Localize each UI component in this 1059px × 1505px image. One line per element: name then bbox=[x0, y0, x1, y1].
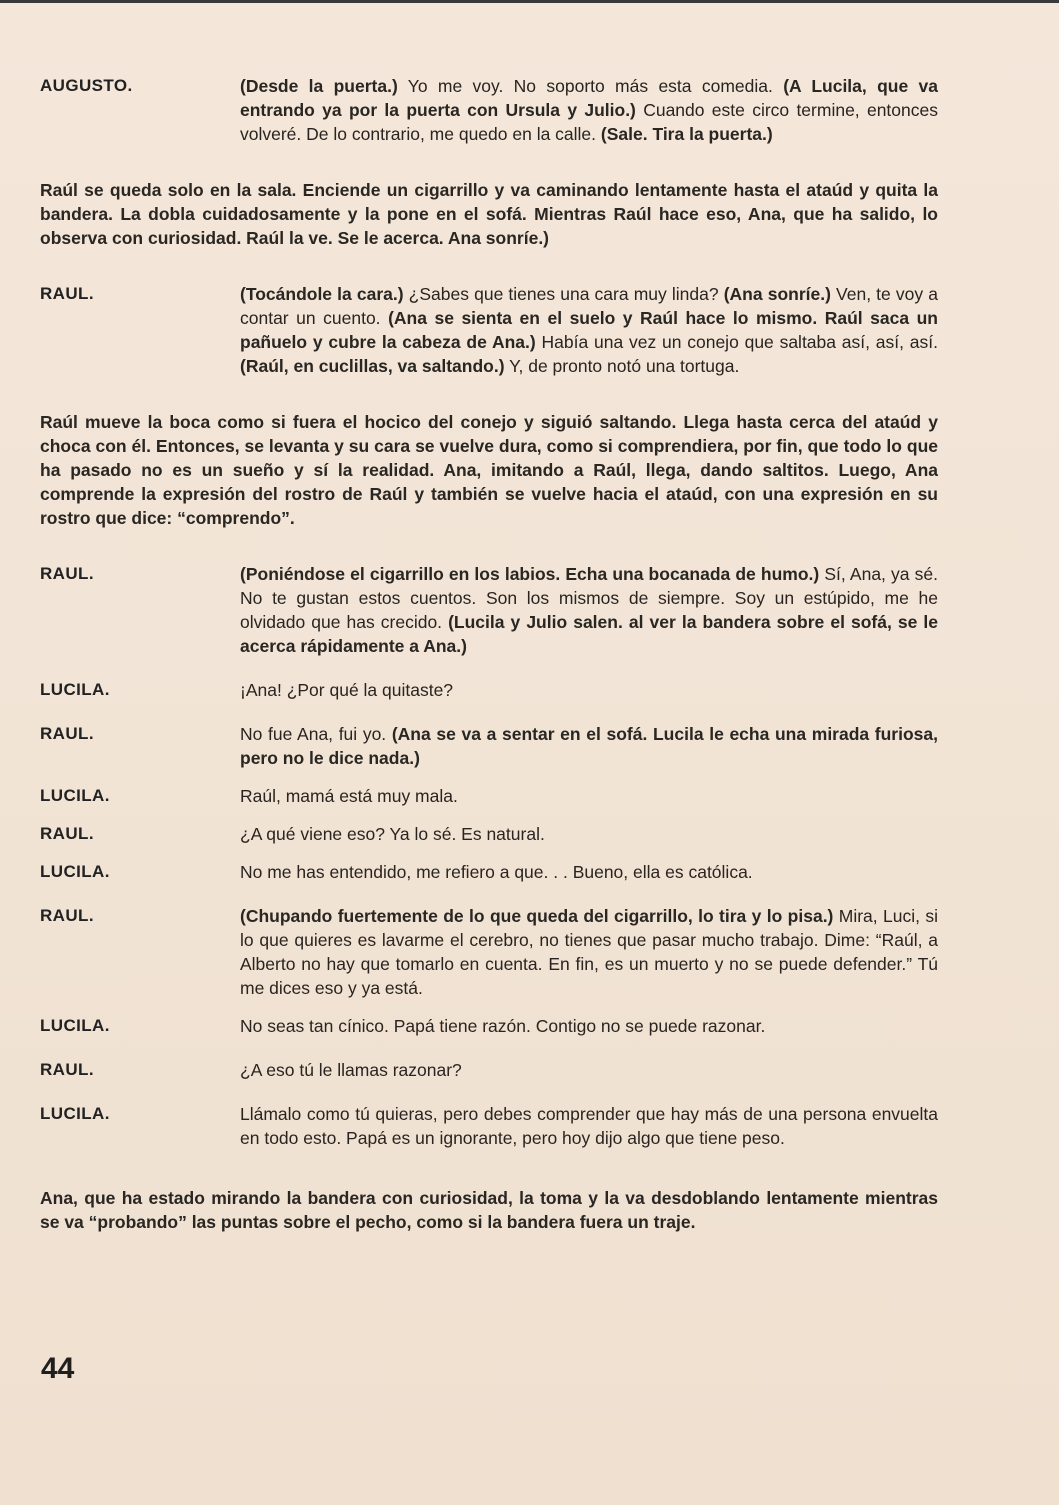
stage-direction: (Lucila y Julio salen. al ver la bandera sobre el sofá, se le acerca rápidamente a Ana.) bbox=[240, 612, 938, 656]
speaker-name: LUCILA. bbox=[40, 1016, 110, 1035]
spoken-line: ¿A eso tú le llamas razonar? bbox=[240, 1060, 462, 1080]
spoken-line: ¿Sabes que tienes una cara muy linda? bbox=[403, 284, 724, 304]
speech-text bbox=[240, 1058, 938, 1082]
speaker-name: AUGUSTO. bbox=[40, 76, 133, 95]
spoken-line: Había una vez un conejo que saltaba así, así, así. bbox=[535, 332, 938, 352]
spoken-line: Sí, Ana, ya sé. No te gustan estos cuentos. Son los mismos de siempre. Soy un estúpido, me he olvidado que has crecido. bbox=[240, 564, 938, 632]
spoken-line: Mira, Luci, si lo que quieres es lavarme el cerebro, no tienes que pasar mucho trabajo. Dime: “Raúl, a Alberto no hay que tomarlo en cuenta. En fin, es un muerto y no se puede defender.” Tú me dices eso y ya está. bbox=[240, 906, 938, 998]
speech-text bbox=[240, 860, 938, 884]
spoken-line: Yo me voy. No soporto más esta comedia. bbox=[397, 76, 784, 96]
spoken-line: No me has entendido, me refiero a que. . . Bueno, ella es católica. bbox=[240, 862, 753, 882]
dialogue-raul bbox=[40, 822, 938, 846]
dialogue-lucila bbox=[40, 784, 938, 808]
speech-text bbox=[240, 722, 938, 770]
spoken-line: Y, de pronto notó una tortuga. bbox=[504, 356, 740, 376]
speech-text bbox=[240, 562, 938, 658]
speech-text bbox=[240, 678, 938, 702]
speech-text bbox=[240, 784, 938, 808]
speaker-name: LUCILA. bbox=[40, 680, 110, 699]
dialogue-raul bbox=[40, 904, 938, 1000]
spoken-line: No seas tan cínico. Papá tiene razón. Contigo no se puede razonar. bbox=[240, 1016, 766, 1036]
speaker-name: RAUL. bbox=[40, 724, 94, 743]
spoken-line: ¡Ana! ¿Por qué la quitaste? bbox=[240, 680, 454, 700]
spoken-line: Cuando este circo termine, entonces volveré. De lo contrario, me quedo en la calle. bbox=[240, 100, 938, 144]
spoken-line: Ven, te voy a contar un cuento. bbox=[240, 284, 938, 328]
spoken-line: Llámalo como tú quieras, pero debes comprender que hay más de una persona envuelta en todo esto. Papá es un ignorante, pero hoy dijo algo que tiene peso. bbox=[240, 1104, 938, 1148]
speaker-name: RAUL. bbox=[40, 906, 94, 925]
speaker-name: LUCILA. bbox=[40, 862, 110, 881]
narration-paragraph: Raúl mueve la boca como si fuera el hocico del conejo y siguió saltando. Llega hasta cerca del ataúd y choca con él. Entonces, se levanta y su cara se vuelve dura, como si comprendiera, por fin, que todo lo que ha pasado no es un sueño y sí la realidad. Ana, imitando a Raúl, llega, dando saltitos. Luego, Ana comprende la expresión del rostro de Raúl y también se vuelve hacia el ataúd, con una expresión en su rostro que dice: “comprendo”. bbox=[40, 412, 938, 528]
spoken-line: ¿A qué viene eso? Ya lo sé. Es natural. bbox=[240, 824, 545, 844]
speaker-name: RAUL. bbox=[40, 824, 94, 843]
stage-direction: (Sale. Tira la puerta.) bbox=[600, 124, 773, 144]
spoken-line: No fue Ana, fui yo. bbox=[240, 724, 392, 744]
stage-direction: (Tocándole la cara.) bbox=[240, 284, 404, 304]
speaker-name: RAUL. bbox=[40, 1060, 94, 1079]
speech-text bbox=[240, 282, 938, 378]
top-edge-line bbox=[0, 0, 1059, 3]
dialogue-lucila bbox=[40, 1102, 938, 1150]
speaker-name: LUCILA. bbox=[40, 786, 110, 805]
stage-direction: (Ana sonríe.) bbox=[723, 284, 831, 304]
dialogue-augusto bbox=[40, 74, 938, 146]
speaker-name: RAUL. bbox=[40, 564, 94, 583]
stage-direction: (Ana se sienta en el suelo y Raúl hace lo mismo. Raúl saca un pañuelo y cubre la cabeza de Ana.) bbox=[240, 308, 938, 352]
stage-direction: (Poniéndose el cigarrillo en los labios. Echa una bocanada de humo.) bbox=[240, 564, 820, 584]
stage-direction: (Ana se va a sentar en el sofá. Lucila le echa una mirada furiosa, pero no le dice nada.) bbox=[240, 724, 939, 768]
narration-paragraph: Raúl se queda solo en la sala. Enciende un cigarrillo y va caminando lentamente hasta el ataúd y quita la bandera. La dobla cuidadosamente y la pone en el sofá. Mientras Raúl hace eso, Ana, que ha salido, lo observa con curiosidad. Raúl la ve. Se le acerca. Ana sonríe.) bbox=[40, 180, 938, 248]
stage-direction: (Chupando fuertemente de lo que queda del cigarrillo, lo tira y lo pisa.) bbox=[240, 906, 834, 926]
dialogue-lucila bbox=[40, 1014, 938, 1038]
speech-text bbox=[240, 74, 938, 146]
script-content bbox=[40, 74, 938, 1234]
speaker-name: RAUL. bbox=[40, 284, 94, 303]
stage-direction: (Raúl, en cuclillas, va saltando.) bbox=[240, 356, 505, 376]
stage-direction: (Desde la puerta.) bbox=[240, 76, 398, 96]
page-number: 44 bbox=[41, 1352, 75, 1385]
narration-paragraph: Ana, que ha estado mirando la bandera con curiosidad, la toma y la va desdoblando lentamente mientras se va “probando” las puntas sobre el pecho, como si la bandera fuera un traje. bbox=[40, 1188, 938, 1232]
dialogue-raul bbox=[40, 562, 938, 658]
speech-text bbox=[240, 1014, 938, 1038]
dialogue-raul bbox=[40, 1058, 938, 1082]
speech-text bbox=[240, 1102, 938, 1150]
spoken-line: Raúl, mamá está muy mala. bbox=[240, 786, 458, 806]
dialogue-raul bbox=[40, 722, 938, 770]
speaker-name: LUCILA. bbox=[40, 1104, 110, 1123]
dialogue-lucila bbox=[40, 678, 938, 702]
dialogue-lucila bbox=[40, 860, 938, 884]
stage-direction: (A Lucila, que va entrando ya por la puerta con Ursula y Julio.) bbox=[240, 76, 938, 120]
dialogue-raul bbox=[40, 282, 938, 378]
speech-text bbox=[240, 904, 938, 1000]
speech-text bbox=[240, 822, 938, 846]
